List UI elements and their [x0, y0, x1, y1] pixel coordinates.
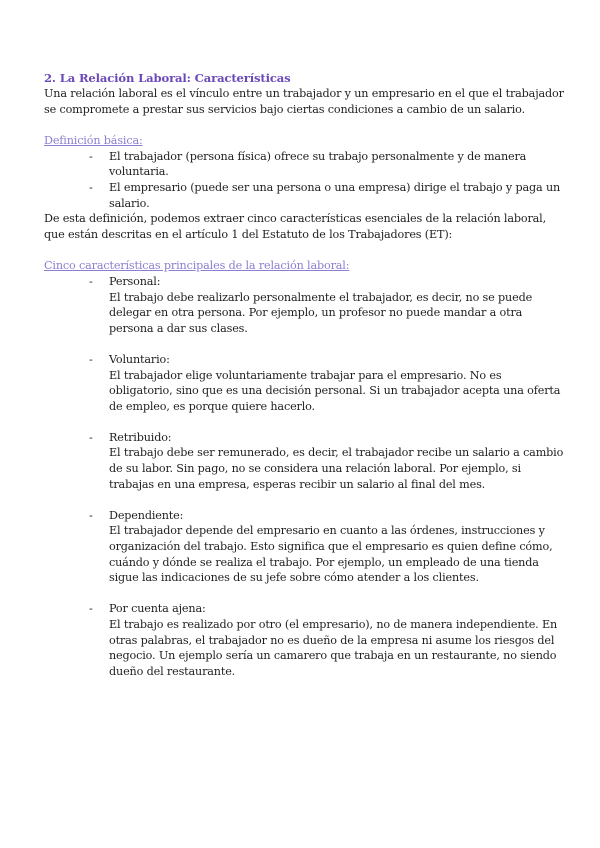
characteristic-retribuido [44, 430, 564, 492]
characteristic-text: El trabajo debe ser remunerado, es decir, el trabajador recibe un salario a cambio de su labor. Sin pago, no se considera una relación laboral. Por ejemplo, si trabajas en una empresa, esperas recibir un salario al final del mes. [109, 446, 564, 491]
dash-marker: - [89, 274, 93, 288]
dash-marker: - [89, 508, 93, 522]
dash-marker: - [89, 180, 93, 194]
basic-definition-title: Definición básica: [44, 134, 143, 148]
characteristic-text: El trabajador elige voluntariamente trabajar para el empresario. No es obligatorio, sino que es una decisión personal. Si un trabajador acepta una oferta de empleo, es porque quiere hacerlo. [109, 368, 561, 413]
basic-definition-list [44, 149, 564, 211]
characteristic-text: El trabajo es realizado por otro (el empresario), no de manera independiente. En otras palabras, el trabajador no es dueño de la empresa ni asume los riesgos del negocio. Un ejemplo sería un camarero que trabaja en un restaurante, no siendo dueño del restaurante. [109, 618, 558, 678]
characteristic-title: Personal: [109, 274, 161, 288]
dash-marker: - [89, 149, 93, 163]
characteristic-voluntario [44, 352, 564, 414]
characteristic-title: Retribuido: [109, 430, 172, 444]
list-item-text: El empresario (puede ser una persona o una empresa) dirige el trabajo y paga un salario. [109, 180, 561, 210]
list-item [44, 180, 564, 211]
characteristics-title: Cinco características principales de la relación laboral: [44, 259, 350, 273]
dash-marker: - [89, 352, 93, 366]
characteristic-dependiente [44, 508, 564, 586]
characteristic-personal [44, 274, 564, 336]
dash-marker: - [89, 430, 93, 444]
list-item [44, 149, 564, 180]
definition-conclusion: De esta definición, podemos extraer cinco características esenciales de la relación laboral, que están descritas en el artículo 1 del Estatuto de los Trabajadores (ET): [44, 212, 547, 241]
characteristic-text: El trabajador depende del empresario en cuanto a las órdenes, instrucciones y organización del trabajo. Esto significa que el empresario es quien define cómo, cuándo y dónde se realiza el trabajo. Por ejemplo, un empleado de una tienda sigue las indicaciones de su jefe sobre cómo atender a los clientes. [109, 524, 553, 585]
characteristic-por-cuenta-ajena [44, 601, 564, 679]
dash-marker: - [89, 602, 93, 616]
characteristic-title: Por cuenta ajena: [109, 602, 206, 616]
characteristic-title: Dependiente: [109, 508, 184, 522]
characteristic-title: Voluntario: [109, 352, 170, 366]
section-heading: 2. La Relación Laboral: Características [44, 71, 291, 85]
characteristics-list [44, 274, 564, 679]
list-item-text: El trabajador (persona física) ofrece su trabajo personalmente y de manera voluntaria. [109, 149, 527, 179]
document-content [44, 70, 564, 695]
characteristic-text: El trabajo debe realizarlo personalmente el trabajador, es decir, no se puede delegar en otra persona. Por ejemplo, un profesor no puede mandar a otra persona a dar sus clases. [109, 290, 533, 335]
intro-paragraph: Una relación laboral es el vínculo entre un trabajador y un empresario en el que el trabajador se compromete a prestar sus servicios bajo ciertas condiciones a cambio de un salario. [44, 87, 564, 116]
